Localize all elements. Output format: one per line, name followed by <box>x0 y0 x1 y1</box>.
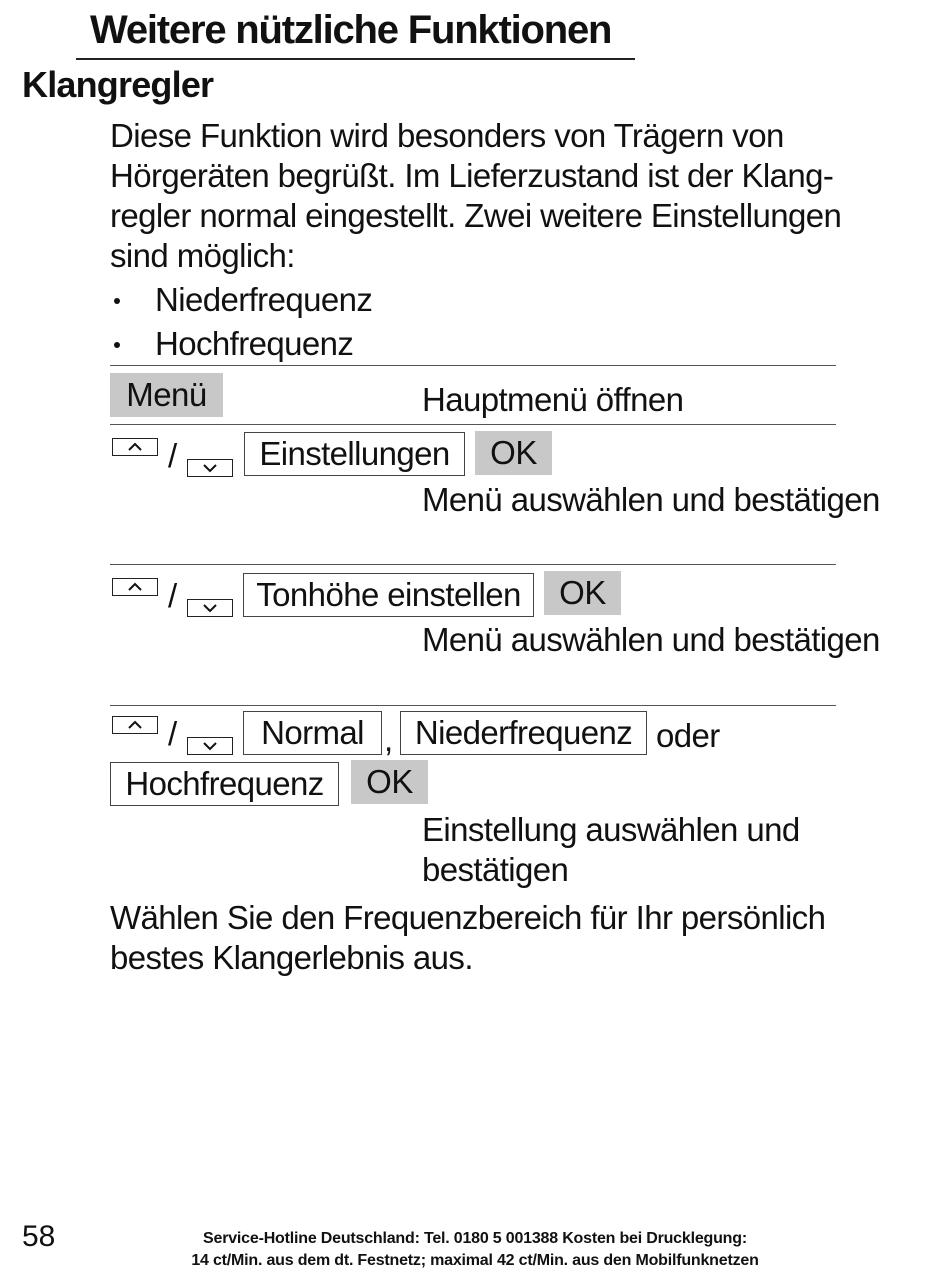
list-item <box>110 324 372 368</box>
arrow-down-icon <box>188 738 232 754</box>
key-separator: / <box>168 577 177 614</box>
header-divider <box>76 58 635 60</box>
step-description: Hauptmenü öffnen <box>422 381 684 418</box>
list-item-label: Hochfrequenz <box>155 325 354 362</box>
bullet-icon <box>114 298 120 304</box>
low-frequency-option[interactable]: Niederfrequenz <box>400 711 647 755</box>
step-divider <box>110 705 836 706</box>
high-frequency-option[interactable]: Hochfrequenz <box>110 762 339 806</box>
hotline-line-1: Service-Hotline Deutschland: Tel. 0180 5 001388 Kosten bei Drucklegung: <box>203 1230 747 1247</box>
arrow-up-icon <box>113 439 157 455</box>
arrow-down-key[interactable] <box>187 459 233 477</box>
step-description: Einstellung auswählen und bestätigen <box>422 811 800 888</box>
section-title: Klangregler <box>22 64 214 105</box>
tone-menu-item[interactable]: Tonhöhe einstellen <box>243 573 534 617</box>
arrow-up-key[interactable] <box>112 438 158 456</box>
ok-key[interactable]: OK <box>544 571 621 615</box>
settings-menu-item[interactable]: Einstellungen <box>244 432 465 476</box>
arrow-up-icon <box>113 717 157 733</box>
ok-key[interactable]: OK <box>351 760 428 804</box>
normal-option[interactable]: Normal <box>243 711 382 755</box>
step-divider <box>110 424 836 425</box>
frequency-options-list <box>110 280 372 368</box>
list-item-label: Niederfrequenz <box>155 281 373 318</box>
page-number: 58 <box>22 1220 56 1253</box>
arrow-up-key[interactable] <box>112 578 158 596</box>
key-separator: / <box>168 437 177 474</box>
step-divider <box>110 564 836 565</box>
key-separator: / <box>168 715 177 752</box>
service-hotline <box>150 1228 800 1272</box>
option-separator: , <box>384 721 393 758</box>
list-item <box>110 280 372 324</box>
hotline-line-2: 14 ct/Min. aus dem dt. Festnetz; maximal 42 ct/Min. aus den Mobilfunknetzen <box>191 1252 759 1269</box>
step-description: Menü auswählen und bestätigen <box>422 481 880 518</box>
arrow-down-icon <box>188 460 232 476</box>
step-description: Menü auswählen und bestätigen <box>422 621 880 658</box>
arrow-up-key[interactable] <box>112 716 158 734</box>
bullet-icon <box>114 342 120 348</box>
intro-paragraph: Diese Funktion wird besonders von Trägern von Hörgeräten begrüßt. Im Lieferzustand ist der Klang-regler normal eingestellt. Zwei weitere Einstellungen sind möglich: <box>110 117 842 274</box>
closing-paragraph: Wählen Sie den Frequenzbereich für Ihr persönlich bestes Klangerlebnis aus. <box>110 899 826 976</box>
page-header-title: Weitere nützliche Funktionen <box>90 8 612 52</box>
arrow-down-key[interactable] <box>187 599 233 617</box>
arrow-down-key[interactable] <box>187 737 233 755</box>
option-or-text: oder <box>656 717 720 754</box>
arrow-up-icon <box>113 579 157 595</box>
menu-key[interactable]: Menü <box>110 373 223 417</box>
ok-key[interactable]: OK <box>475 431 552 475</box>
arrow-down-icon <box>188 600 232 616</box>
step-divider <box>110 365 836 366</box>
